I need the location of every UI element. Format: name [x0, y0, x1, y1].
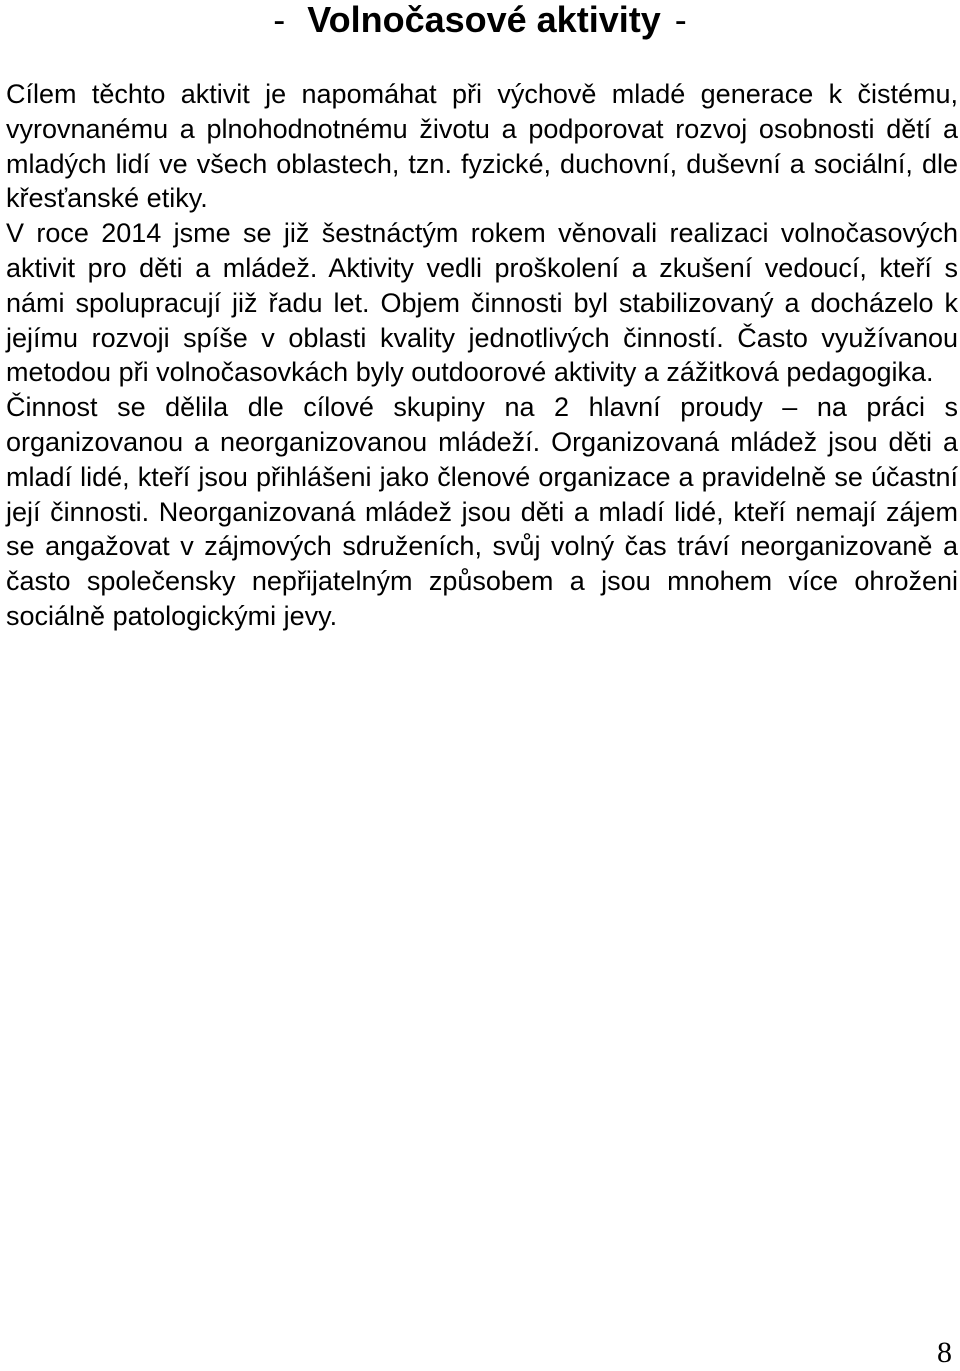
paragraph-target-groups: Činnost se dělila dle cílové skupiny na 2 hlavní proudy – na práci s organizovanou a neorganizovanou mládeží. Organizovaná mládež jsou děti a mladí lidé, kteří jsou přihlášeni jako členové organizace a pravidelně se účastní její činnosti. Neorganizovaná mládež jsou děti a mladí lidé, kteří nemají zájem se angažovat v zájmových sdruženích, svůj volný čas tráví neorganizovaně a často společensky nepřijatelným způsobem a jsou mnohem více ohroženi sociálně patologickými jevy.	[6, 392, 958, 631]
heading-title: Volnočasové aktivity	[307, 0, 661, 40]
heading-dash-right: -	[674, 0, 687, 40]
body-text	[6, 77, 958, 634]
heading-dash-left: -	[273, 0, 286, 40]
paragraph-2014: V roce 2014 jsme se již šestnáctým rokem věnovali realizaci volnočasových aktivit pro děti a mládež. Aktivity vedli proškolení a zkušení vedoucí, kteří s námi spolupracují již řadu let. Objem činnosti byl stabilizovaný a docházelo k jejímu rozvoji spíše v oblasti kvality jednotlivých činností. Často využívanou metodou při volnočasovkách byly outdoorové aktivity a zážitková pedagogika.	[6, 218, 958, 388]
paragraph-intro: Cílem těchto aktivit je napomáhat při výchově mladé generace k čistému, vyrovnanému a plnohodnotnému životu a podporovat rozvoj osobnosti dětí a mladých lidí ve všech oblastech, tzn. fyzické, duchovní, duševní a sociální, dle křesťanské etiky.	[6, 79, 958, 214]
page-heading	[0, 0, 960, 40]
page-number: 8	[937, 1336, 952, 1369]
